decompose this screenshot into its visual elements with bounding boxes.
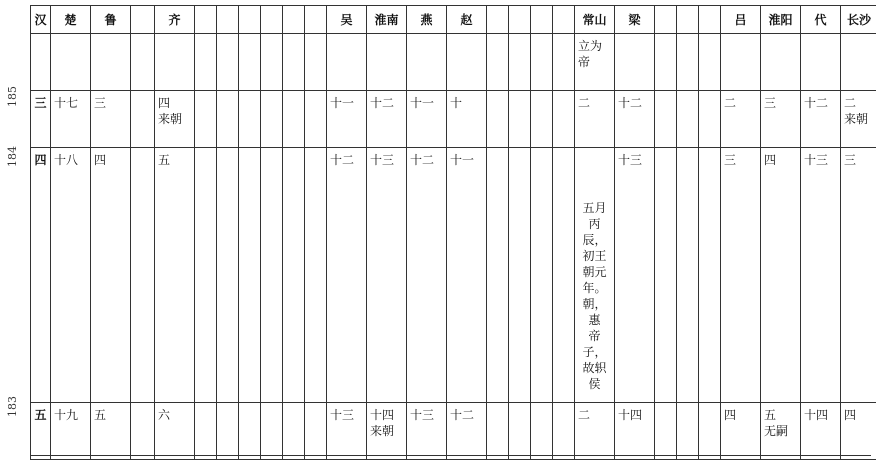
cell-text: 四	[844, 408, 857, 422]
table-row	[31, 148, 876, 403]
table-cell	[655, 403, 677, 460]
table-cell	[615, 148, 655, 403]
cell-text	[509, 403, 530, 407]
table-cell	[239, 34, 261, 91]
table-cell	[575, 148, 615, 403]
year-label-185: 185	[6, 86, 19, 107]
column-header-26: 代	[801, 6, 841, 34]
table-cell	[615, 34, 655, 91]
cell-text	[217, 148, 238, 152]
cell-text	[195, 91, 216, 95]
table-cell	[261, 148, 283, 403]
cell-text	[531, 91, 552, 95]
table-cell	[91, 91, 131, 148]
table-cell	[841, 91, 876, 148]
table-cell	[761, 91, 801, 148]
table-cell	[31, 34, 51, 91]
cell-text	[305, 148, 326, 152]
year-label-184: 184	[6, 146, 19, 167]
table-cell	[575, 34, 615, 91]
column-header-10	[305, 6, 327, 34]
cell-text	[261, 91, 282, 95]
header-row	[31, 6, 876, 34]
cell-text	[239, 148, 260, 152]
table-cell	[677, 91, 699, 148]
cell-text	[615, 34, 654, 38]
table-row	[31, 403, 876, 460]
cell-text: 十二	[410, 153, 435, 167]
table-cell	[217, 34, 239, 91]
table-cell	[239, 403, 261, 460]
cell-text: 十三	[410, 408, 435, 422]
table-cell	[801, 403, 841, 460]
cell-text	[699, 403, 720, 407]
cell-text: 十	[450, 96, 463, 110]
cell-text: 十一	[450, 153, 475, 167]
han-year-cell-text: 三	[34, 96, 47, 110]
cell-text: 十三	[370, 153, 395, 167]
table-cell	[239, 91, 261, 148]
table-cell	[761, 148, 801, 403]
cell-text: 十四	[804, 408, 829, 422]
column-header-11: 吴	[327, 6, 367, 34]
table-cell	[327, 148, 367, 403]
cell-text: 十二	[618, 96, 643, 110]
table-cell	[575, 403, 615, 460]
cell-text	[677, 34, 698, 38]
table-cell	[51, 148, 91, 403]
cell-text: 十九	[54, 408, 79, 422]
table-cell	[509, 148, 531, 403]
bottom-rule	[30, 455, 871, 456]
column-header-4: 齐	[155, 6, 195, 34]
table-cell	[283, 91, 305, 148]
table-cell	[615, 403, 655, 460]
column-header-21	[655, 6, 677, 34]
cell-text	[655, 34, 676, 38]
table-cell	[615, 91, 655, 148]
table-cell	[721, 148, 761, 403]
cell-text: 三	[844, 153, 857, 167]
cell-text: 六	[158, 408, 171, 422]
table-cell	[721, 403, 761, 460]
table-cell	[367, 34, 407, 91]
han-year-cell-text: 五	[34, 408, 47, 422]
table-cell	[195, 34, 217, 91]
cell-text	[239, 91, 260, 95]
table-cell	[447, 148, 487, 403]
cell-text	[509, 148, 530, 152]
table-cell	[575, 91, 615, 148]
cell-text	[261, 403, 282, 407]
cell-text: 五	[158, 153, 171, 167]
cell-text	[677, 148, 698, 152]
column-header-17	[531, 6, 553, 34]
table-cell	[841, 34, 876, 91]
han-year-cell-text: 四	[34, 153, 47, 167]
table-cell	[155, 403, 195, 460]
cell-text	[305, 34, 326, 38]
cell-text	[217, 91, 238, 95]
cell-text	[553, 34, 574, 38]
table-cell	[367, 91, 407, 148]
column-header-1: 楚	[51, 6, 91, 34]
column-header-2: 鲁	[91, 6, 131, 34]
cell-text	[699, 148, 720, 152]
table-cell	[31, 148, 51, 403]
cell-text	[487, 91, 508, 95]
table-cell	[699, 148, 721, 403]
table-cell	[447, 34, 487, 91]
column-header-7	[239, 6, 261, 34]
cell-text	[677, 91, 698, 95]
column-header-14: 赵	[447, 6, 487, 34]
table-cell	[283, 148, 305, 403]
cell-text	[699, 91, 720, 95]
cell-text: 四 来朝	[158, 96, 183, 126]
table-cell	[655, 34, 677, 91]
column-header-13: 燕	[407, 6, 447, 34]
table-cell	[131, 403, 155, 460]
table-cell	[677, 148, 699, 403]
column-header-27: 长沙	[841, 6, 876, 34]
column-header-16	[509, 6, 531, 34]
table-cell	[509, 34, 531, 91]
column-header-19: 常山	[575, 6, 615, 34]
table-cell	[721, 34, 761, 91]
cell-text: 十三	[618, 153, 643, 167]
table-cell	[761, 403, 801, 460]
year-label-183: 183	[6, 396, 19, 417]
table-cell	[677, 34, 699, 91]
table-cell	[239, 148, 261, 403]
table-cell	[407, 34, 447, 91]
table-cell	[51, 403, 91, 460]
cell-text: 十三	[330, 408, 355, 422]
table-cell	[487, 34, 509, 91]
cell-text	[217, 403, 238, 407]
table-cell	[305, 34, 327, 91]
column-header-9	[283, 6, 305, 34]
column-header-20: 梁	[615, 6, 655, 34]
column-header-24: 吕	[721, 6, 761, 34]
cell-text: 四	[94, 153, 107, 167]
cell-text	[487, 34, 508, 38]
column-header-15	[487, 6, 509, 34]
table-cell	[699, 34, 721, 91]
cell-text	[155, 34, 194, 38]
table-cell	[217, 403, 239, 460]
cell-text	[195, 403, 216, 407]
cell-text	[509, 34, 530, 38]
table-cell	[91, 34, 131, 91]
table-cell	[531, 403, 553, 460]
table-cell	[487, 148, 509, 403]
table-cell	[195, 403, 217, 460]
table-cell	[801, 148, 841, 403]
table-cell	[487, 403, 509, 460]
cell-text	[239, 403, 260, 407]
cell-text	[553, 148, 574, 152]
table-cell	[841, 403, 876, 460]
table-cell	[487, 91, 509, 148]
cell-text	[367, 34, 406, 38]
table-cell	[407, 148, 447, 403]
table-cell	[553, 403, 575, 460]
cell-text: 五 无嗣	[764, 408, 789, 438]
cell-text: 十二	[330, 153, 355, 167]
cell-text	[131, 403, 154, 407]
table-cell	[699, 91, 721, 148]
table-cell	[761, 34, 801, 91]
cell-text: 十二	[804, 96, 829, 110]
table-cell	[531, 91, 553, 148]
table-cell	[91, 403, 131, 460]
table-cell	[261, 34, 283, 91]
cell-text	[699, 34, 720, 38]
cell-text	[305, 403, 326, 407]
cell-text	[841, 34, 876, 38]
cell-text	[509, 91, 530, 95]
table-cell	[305, 403, 327, 460]
cell-text	[407, 34, 446, 38]
table-cell	[553, 91, 575, 148]
cell-text	[761, 34, 800, 38]
cell-text: 十二	[450, 408, 475, 422]
column-header-12: 淮南	[367, 6, 407, 34]
cell-text: 十一	[330, 96, 355, 110]
cell-text	[195, 34, 216, 38]
column-header-3	[131, 6, 155, 34]
table-cell	[155, 34, 195, 91]
cell-text: 三	[94, 96, 107, 110]
column-header-8	[261, 6, 283, 34]
table-cell	[367, 403, 407, 460]
cell-text: 十八	[54, 153, 79, 167]
cell-text: 四	[764, 153, 777, 167]
table-cell	[509, 403, 531, 460]
cell-text: 五	[94, 408, 107, 422]
cell-text: 十二	[370, 96, 395, 110]
cell-text: 二 来朝	[844, 96, 869, 126]
chronology-table	[30, 5, 876, 460]
cell-text: 二	[578, 408, 591, 422]
cell-text	[553, 403, 574, 407]
cell-text	[677, 403, 698, 407]
cell-text	[553, 91, 574, 95]
cell-text: 二	[724, 96, 737, 110]
table-cell	[677, 403, 699, 460]
cell-text	[283, 148, 304, 152]
table-cell	[553, 148, 575, 403]
table-cell	[131, 148, 155, 403]
table-cell	[195, 91, 217, 148]
cell-text	[531, 403, 552, 407]
table-cell	[531, 34, 553, 91]
table-cell	[721, 91, 761, 148]
cell-text: 四	[724, 408, 737, 422]
cell-text	[283, 91, 304, 95]
column-header-0: 汉	[31, 6, 51, 34]
table-cell	[155, 148, 195, 403]
table-cell	[217, 148, 239, 403]
column-header-25: 淮阳	[761, 6, 801, 34]
table-row	[31, 34, 876, 91]
cell-text	[305, 91, 326, 95]
cell-text: 三	[724, 153, 737, 167]
cell-text	[51, 34, 90, 38]
table-cell	[553, 34, 575, 91]
table-cell	[447, 91, 487, 148]
table-cell	[327, 403, 367, 460]
table-cell	[131, 34, 155, 91]
table-cell	[841, 148, 876, 403]
column-header-18	[553, 6, 575, 34]
cell-text	[131, 91, 154, 95]
table-cell	[531, 148, 553, 403]
table-cell	[327, 91, 367, 148]
table-cell	[51, 91, 91, 148]
cell-text	[487, 148, 508, 152]
table-row	[31, 91, 876, 148]
cell-text	[721, 34, 760, 38]
table-cell	[509, 91, 531, 148]
han-year-cell-text	[31, 34, 50, 38]
cell-text	[531, 34, 552, 38]
cell-text: 十三	[804, 153, 829, 167]
table-cell	[801, 91, 841, 148]
cell-text	[447, 34, 486, 38]
cell-text	[261, 148, 282, 152]
cell-text: 十七	[54, 96, 79, 110]
table-cell	[801, 34, 841, 91]
table-cell	[31, 403, 51, 460]
table-cell	[51, 34, 91, 91]
table-cell	[699, 403, 721, 460]
cell-text	[655, 91, 676, 95]
column-header-23	[699, 6, 721, 34]
cell-text: 十一	[410, 96, 435, 110]
column-header-22	[677, 6, 699, 34]
table-cell	[407, 91, 447, 148]
cell-text: 立为 帝	[578, 39, 603, 69]
cell-text	[239, 34, 260, 38]
table-cell	[655, 91, 677, 148]
cell-text	[655, 148, 676, 152]
table-cell	[283, 403, 305, 460]
cell-text	[327, 34, 366, 38]
table-cell	[195, 148, 217, 403]
table-cell	[447, 403, 487, 460]
table-cell	[131, 91, 155, 148]
cell-text	[261, 34, 282, 38]
cell-text: 五月 丙辰， 初王 朝元 年。 朝，惠 帝子， 故轵 侯	[582, 201, 607, 391]
cell-text	[283, 403, 304, 407]
table-cell	[261, 91, 283, 148]
cell-text	[531, 148, 552, 152]
table-cell	[155, 91, 195, 148]
cell-text	[283, 34, 304, 38]
column-header-6	[217, 6, 239, 34]
table-cell	[91, 148, 131, 403]
table-cell	[407, 403, 447, 460]
cell-text	[655, 403, 676, 407]
table-cell	[327, 34, 367, 91]
column-header-5	[195, 6, 217, 34]
cell-text: 十四	[618, 408, 643, 422]
cell-text	[131, 148, 154, 152]
table-cell	[305, 91, 327, 148]
table-cell	[261, 403, 283, 460]
cell-text: 十四 来朝	[370, 408, 395, 438]
cell-text	[487, 403, 508, 407]
table-cell	[31, 91, 51, 148]
table-cell	[655, 148, 677, 403]
cell-text: 二	[578, 96, 591, 110]
cell-text: 三	[764, 96, 777, 110]
cell-text	[91, 34, 130, 38]
table-cell	[217, 91, 239, 148]
cell-text	[131, 34, 154, 38]
cell-text	[195, 148, 216, 152]
cell-text	[801, 34, 840, 38]
table-cell	[367, 148, 407, 403]
table-cell	[305, 148, 327, 403]
cell-text	[217, 34, 238, 38]
table-cell	[283, 34, 305, 91]
